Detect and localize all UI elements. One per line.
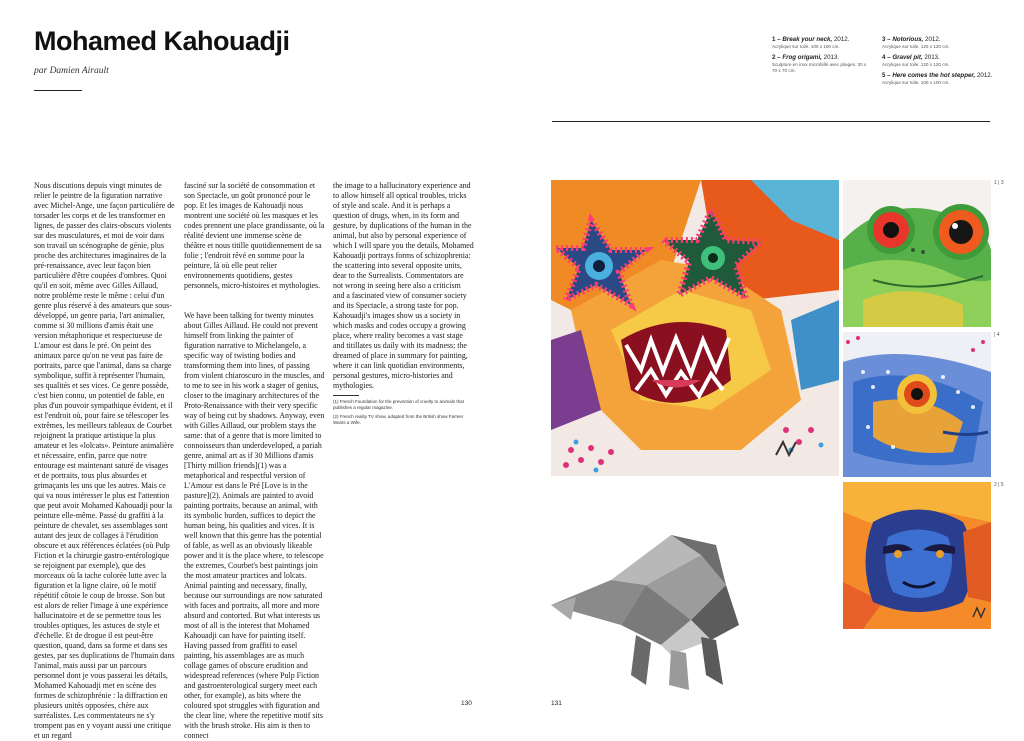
caption-5: 5 – Here comes the hot stepper, 2012. Acrylique sur toile. 100 x 100 cm. [882,72,993,85]
captions-column-a [772,36,872,78]
image-tag-2-5: 2 | 5 [994,482,1004,488]
caption-4: 4 – Gravel pit, 2013. Acrylique sur toile. 120 x 120 cm. [882,54,950,67]
painting-break-your-neck [551,180,839,476]
page-number-right: 131 [551,700,562,707]
body-text-french-2: fasciné sur la société de consommation et son Spectacle, un goût prononcé pour le pop. Et les images de Kahouadji nous montrent une société où les masques et les codes prennent une place grandissante, où la réalité devient une immense scène de théâtre et nous titille quotidiennement de sa folie ; l'endroit rêvé en somme pour la peinture, là où elle peut relier environnements quotidiens, gestes personnels, micro-histoires et mythologies. [184,181,325,290]
body-text-english-1: We have been talking for twenty minutes about Gilles Aillaud. He could not prevent himself from linking the painter of figuration narrative to Michelangelo, a specific way of twisting bodies and transforming them into lines, of passing from violent chiaroscuro in the muscles, and to me to see in his work a stager of genius, closer to the imaginary architectures of the Proto-Renaissance with their very specific way of being cut by shadows. Anyway, even with Gilles Aillaud, our problem stays the same: that of a genre that is more limited to connoisseurs than underdeveloped, a pariah genre, animal art as if 30 Millions d'amis [Thirty million friends](1) was a metaphorical and respectful version of L'Amour est dans le Pré [Love is in the pasture](2). Animals are painted to avoid painting portraits, because an animal, with its symbolic burden, suffices to depict the human being, his qualities and vices. It is well known that this genre has the potential of fable, as well as an obviously likeable power and it is the place where, to telescope the extremes, Courbet's best paintings join the most amateur practices and lolcats. Animal painting and necessary, finally, because our surroundings are now saturated with faces and portraits, all more and more absurd and contorted. But what interests us most of all is the interest that Mohamed Kahouadji can have for painting itself. Having passed from graffiti to easel painting, his assemblages are as much collage games of obscure erudition and widespread references (where Pulp Fiction and gastroenterological surgery meet each other, for example), as bits where the coloured spot struggles with figuration and the clear line, where the repetitive motif sits with the brush stroke. His aim is then to connect [184,311,325,740]
footnote-2: (2) French reality TV show, adapted from the British show Farmer Wants a Wife. [333,414,464,425]
body-text-english-2: the image to a hallucinatory experience and to allow himself all optical troubles, tricks of style and scale. And it is perhaps a question of drugs, when, in its form and gesture, by duplications of the human in the animal, but also by personal experience of which I will spare you the details, Mohamed Kahouadji portrays forms of schizophrenia: the scattering into several opposite units, dear to the Surrealists. Commentators are not wrong in seeing here also a criticism and a fascinated view of consumer society and its Spectacle, a strong taste for pop. Kahouadji's images show us a society in which masks and codes occupy a growing place, where reality becomes a vast stage and titillates us daily with its madness; the dreamed of place in summary for painting, where it can link quotidian environments, personal gestures, micro-histories and mythologies. [333,181,474,390]
image-tag-1-3: 1 | 3 [994,180,1004,186]
sculpture-frog-origami [551,525,743,695]
page-number-left: 130 [461,700,472,707]
caption-1: 1 – Break your neck, 2012. Acrylique sur toile. 100 x 100 cm. [772,36,850,49]
painting-notorious [843,180,991,327]
text-column-1 [34,181,175,741]
text-column-3 [333,181,474,429]
captions-column-b [882,36,1002,90]
text-column-2 [184,181,325,741]
page-divider [552,121,990,122]
byline: par Damien Airault [34,66,109,76]
caption-3: 3 – Notorious, 2012. Acrylique sur toile. 120 x 120 cm. [882,36,950,49]
caption-2: 2 – Frog origami, 2013. Sculpture en inox microbillé avec pliages. 30 x 70 x 70 cm. [772,54,867,73]
painting-here-comes-the-hot-stepper [843,482,991,629]
footnote-divider [333,395,359,396]
footnote-1: (1) French Foundation for the prevention of cruelty to animals that publishes a regular magazine. [333,399,464,410]
title-divider [34,90,82,91]
painting-gravel-pit [843,332,991,477]
image-tag-4: | 4 [994,332,1000,338]
left-page [0,0,512,740]
article-title: Mohamed Kahouadji [34,26,290,56]
body-text-french-1: Nous discutions depuis vingt minutes de relier le peintre de la figuration narrative avec Michel-Ange, une façon particulière de torsader les corps et de les transformer en lignes, de passer des clairs-obscurs violents sur des musculatures, et moi de voir dans son travail un scénographe de génie, plus proche des architectures imaginaires de la pré-renaissance, avec leur façon bien particulière d'être coupées d'ombres. Quoi qu'il en soit, même avec Gilles Aillaud, notre problème reste le même : celui d'un genre plus réservé à des amateurs que sous-développé, un genre paria, l'art animalier, comme si 30 millions d'amis était une version métaphorique et respectueuse de L'amour est dans le pré. On peint des animaux parce qu'on ne veut pas faire de portraits, parce que l'animal, dans sa charge symbolique, suffit à représenter l'humain, ses qualités et ses vices. Ce genre possède, c'est bien connu, un potentiel de fable, en plus d'un pouvoir sympathique évident, et il est l'endroit où, pour faire se télescoper les extrêmes, les meilleurs tableaux de Courbet rejoignent la pratique artistique la plus amateur et les «lolcats». Peinture animalière et nécessaire, enfin, parce que notre entourage est maintenant saturé de visages et de portraits, tous plus absurdes et grimaçants les uns que les autres. Mais ce qui va nous intéresser le plus est l'attention que peut avoir Mohamed Kahouadji pour la peinture elle-même. Passé du graffiti à la peinture de chevalet, ses assemblages sont autant des jeux de collages à l'érudition obscure et aux références éclatées (où Pulp Fiction et la chirurgie gastro-entérologique se rejoignent par exemple), que des morceaux où la tache colorée lutte avec la figuration et la ligne claire, où le motif répétitif côtoie le coup de brosse. Son but est alors de relier l'image à une expérience hallucinatoire et de se permettre tous les troubles optiques, les astuces de style et d'échelle. Et de drogue il est peut-être question, quand, dans sa forme et dans ses gestes, par ses duplications de l'humain dans l'animal, mais aussi par un parcours personnel dont je vous passerai les détails, Mohamed Kahouadji met en scène des formes de schizophrénie : la diffraction en plusieurs unités opposées, chère aux surréalistes. Les commentateurs ne s'y trompent pas en y voyant aussi une critique et un regard [34,181,175,740]
